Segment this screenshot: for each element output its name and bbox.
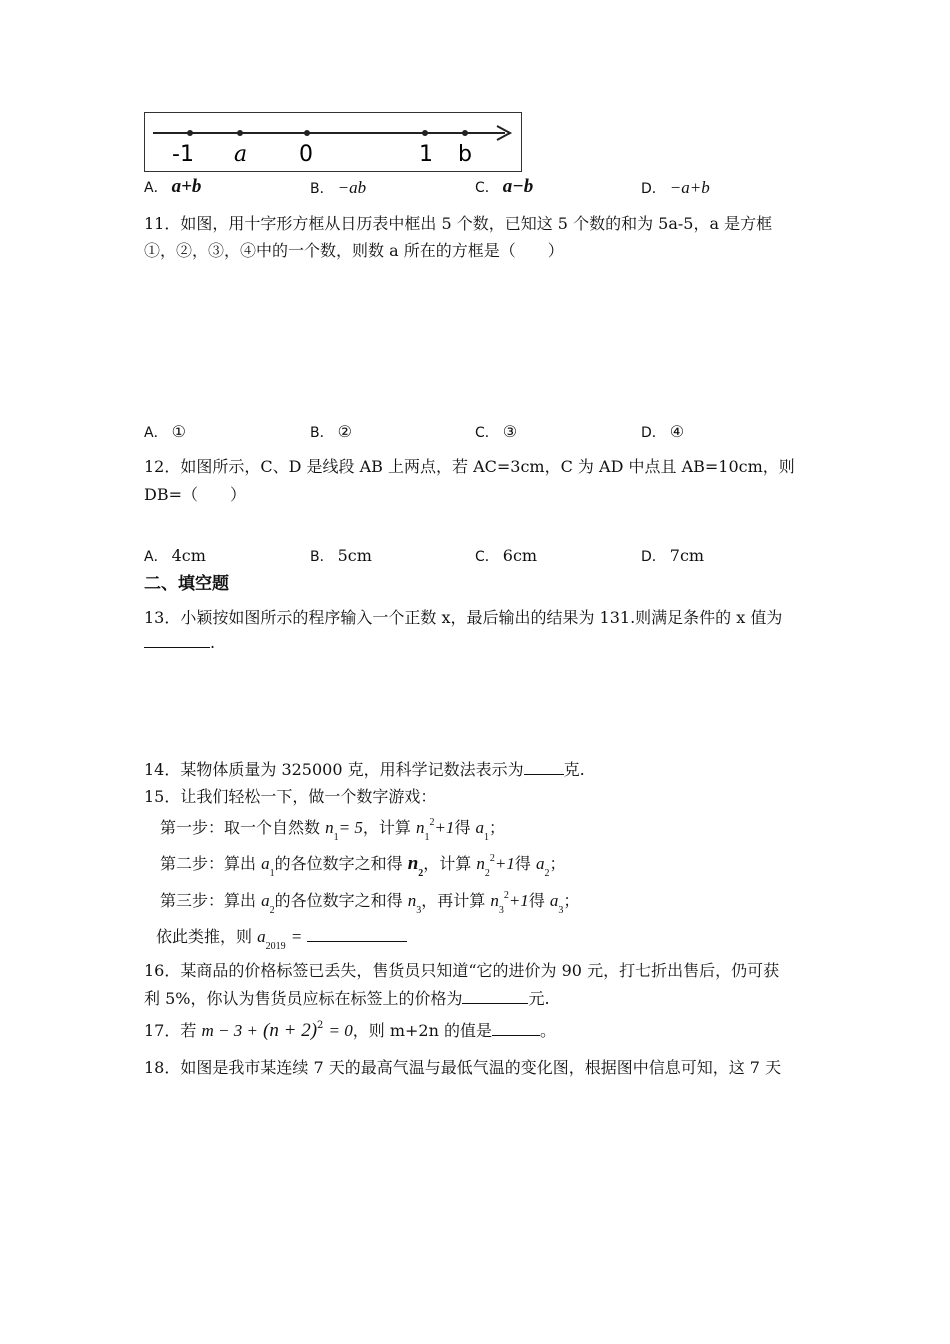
step3-text-b: 的各位数字之和得 (274, 891, 403, 910)
q13-stem-line1: 13．小颖按如图所示的程序输入一个正数 x，最后输出的结果为 131.则满足条件的 x 值为 (144, 608, 783, 627)
q17-answer-blank[interactable] (492, 1021, 540, 1036)
step1-text-c: 得 (454, 818, 471, 837)
label-one: 1 (419, 142, 433, 167)
option-value: ① (171, 422, 186, 441)
option-value: 6cm (502, 546, 538, 565)
option-letter: D． (641, 181, 666, 197)
option-letter: C． (475, 180, 499, 196)
option-value: ② (337, 422, 352, 441)
option-letter: A． (144, 180, 168, 196)
q11-option-a[interactable] (144, 422, 186, 442)
q13-period: . (210, 633, 216, 652)
q10-option-b[interactable] (310, 178, 366, 198)
q17-exponent: 2 (317, 1020, 324, 1031)
tick-zero (304, 130, 310, 136)
option-expr: −ab (337, 178, 367, 197)
q16-stem-line2 (144, 986, 550, 1009)
q16-answer-blank[interactable] (462, 989, 528, 1004)
q15-final: 依此类推，则 $a_{2019}$ = (156, 924, 407, 947)
label-b: b (458, 142, 472, 167)
option-letter: D． (641, 549, 666, 565)
step3-text-a: 第三步：算出 (160, 891, 257, 910)
q16-text-after: 元. (528, 989, 550, 1008)
q17-expr-c: = 0 (328, 1021, 353, 1040)
section-heading-fill-in: 二、填空题 (144, 574, 229, 594)
number-line-svg (145, 113, 520, 170)
q13-answer-blank[interactable] (144, 633, 210, 648)
option-value: 4cm (171, 546, 206, 565)
q15-answer-blank[interactable] (307, 927, 407, 942)
option-expr: a−b (502, 176, 534, 197)
option-value: 5cm (337, 546, 372, 565)
option-letter: A． (144, 549, 168, 565)
option-letter: B． (310, 549, 334, 565)
q14-answer-blank[interactable] (524, 760, 564, 775)
final-text-a: 依此类推，则 (156, 927, 253, 946)
label-zero: 0 (299, 142, 313, 167)
q16-stem-line1: 16．某商品的价格标签已丢失，售货员只知道“它的进价为 90 元，打七折出售后，仍可获 (144, 961, 780, 980)
option-value: 7cm (669, 546, 705, 565)
tick-neg-one (187, 130, 193, 136)
step1-text-b: ，计算 (362, 818, 411, 837)
step3-text-d: 得 (528, 891, 545, 910)
q15-step1: 第一步：取一个自然数 $n_1= 5$，计算 $n_1^2+1$得 $a_1$； (160, 817, 506, 843)
q18-stem-line1: 18．如图是我市某连续 7 天的最高气温与最低气温的变化图，根据图中信息可知，这 7 天 (144, 1058, 782, 1077)
q11-option-b[interactable] (310, 422, 352, 442)
step3-text-c: ，再计算 (421, 891, 486, 910)
q12-stem-line2: DB=（ ） (144, 485, 246, 504)
option-letter: B． (310, 425, 334, 441)
step1-text-a: 第一步：取一个自然数 (160, 818, 321, 837)
q15-step2: 第二步：算出 $a_1$的各位数字之和得 $n_2$，计算 $n_2^2+1$得 $a_2$； (160, 853, 566, 879)
q17-text-end: 。 (539, 1021, 556, 1040)
step2-text-b: 的各位数字之和得 (274, 854, 403, 873)
step3-text-e: ； (563, 891, 580, 910)
q11-option-d[interactable] (641, 422, 684, 442)
option-expr: −a+b (669, 178, 710, 197)
q11-option-c[interactable] (475, 422, 517, 442)
q14-stem (144, 757, 585, 780)
step2-text-e: ； (549, 854, 566, 873)
label-neg-one: -1 (172, 142, 194, 167)
q12-option-d[interactable] (641, 546, 704, 566)
label-a: a (234, 142, 248, 167)
q15-step3: 第三步：算出 $a_2$的各位数字之和得 $n_3$，再计算 $n_3^2+1$得 $a_3$； (160, 890, 580, 916)
step2-text-c: ，计算 (423, 854, 472, 873)
q16-text-before: 利 5%，你认为售货员应标在标签上的价格为 (144, 989, 463, 1008)
q10-option-d[interactable] (641, 178, 710, 198)
step1-n1-eq: = 5 (338, 818, 363, 837)
step2-text-a: 第二步：算出 (160, 854, 257, 873)
q17-expr-a: m − 3 + (201, 1021, 258, 1040)
q12-option-b[interactable] (310, 546, 372, 566)
q12-stem-line1: 12．如图所示，C、D 是线段 AB 上两点，若 AC=3cm，C 为 AD 中点且 AB=10cm，则 (144, 457, 795, 476)
step1-text-d: ； (489, 818, 506, 837)
q11-stem-line1: 11．如图，用十字形方框从日历表中框出 5 个数，已知这 5 个数的和为 5a-5，a 是方框 (144, 214, 773, 233)
option-value: ③ (502, 422, 518, 441)
q12-option-a[interactable] (144, 546, 206, 566)
q14-text-after: 克. (563, 760, 585, 779)
tick-b (462, 130, 468, 136)
step1-plus-one: +1 (434, 818, 455, 837)
tick-a (237, 130, 243, 136)
q17-text-before: 17．若 (144, 1021, 197, 1040)
q12-option-c[interactable] (475, 546, 537, 566)
q10-option-c[interactable] (475, 176, 533, 198)
tick-one (422, 130, 428, 136)
option-letter: A． (144, 425, 168, 441)
q17-stem (144, 1018, 556, 1042)
q17-expr-b: (n + 2) (263, 1020, 318, 1041)
q11-stem-line2: ①，②，③，④中的一个数，则数 a 所在的方框是（ ） (144, 241, 564, 260)
q17-text-after: ，则 m+2n 的值是 (352, 1021, 492, 1040)
option-expr: a+b (171, 176, 202, 197)
q15-stem-line1: 15．让我们轻松一下，做一个数字游戏： (144, 787, 437, 806)
step2-plus-one: +1 (494, 854, 515, 873)
option-value: ④ (669, 422, 685, 441)
number-line-figure (144, 112, 522, 172)
option-letter: B． (310, 181, 334, 197)
q10-option-a[interactable] (144, 176, 201, 198)
option-letter: D． (641, 425, 666, 441)
final-subscript: 2019 (265, 941, 286, 952)
option-letter: C． (475, 549, 499, 565)
q14-text-before: 14．某物体质量为 325000 克，用科学记数法表示为 (144, 760, 524, 779)
final-equals: = (290, 927, 303, 946)
step3-plus-one: +1 (508, 891, 529, 910)
option-letter: C． (475, 425, 499, 441)
q13-stem-line2 (144, 633, 215, 652)
step2-text-d: 得 (514, 854, 531, 873)
